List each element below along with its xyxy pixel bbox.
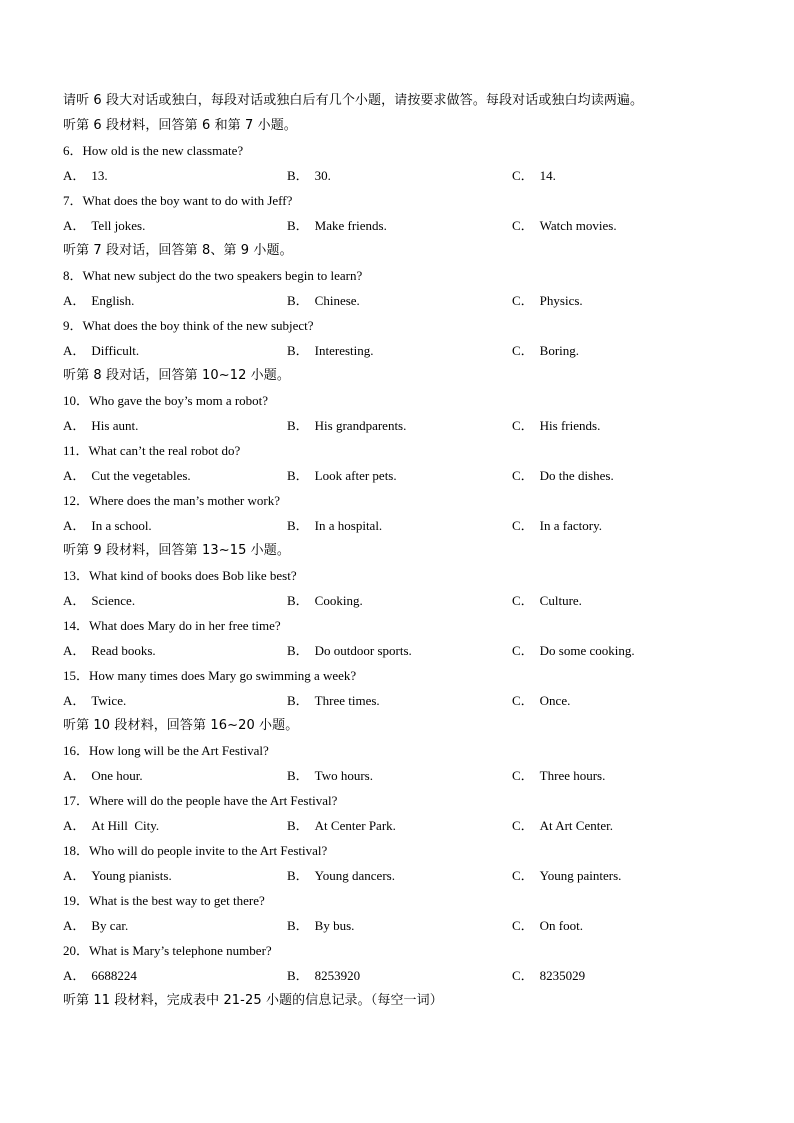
option-a[interactable]: A． Read books. [63, 643, 156, 658]
question-14-options [63, 638, 743, 663]
question-11-options [63, 463, 743, 488]
option-a[interactable]: A． Cut the vegetables. [63, 468, 191, 483]
option-c[interactable]: C． Three hours. [512, 768, 606, 783]
question-19: 19．What is the best way to get there? [63, 893, 265, 908]
option-b[interactable]: B． In a hospital. [287, 518, 383, 533]
option-c[interactable]: C． Culture. [512, 593, 582, 608]
option-a[interactable]: A． Difficult. [63, 343, 140, 358]
option-c[interactable]: C． In a factory. [512, 518, 602, 533]
question-16: 16．How long will be the Art Festival? [63, 743, 269, 758]
option-c[interactable]: C． 14. [512, 168, 556, 183]
question-8-options [63, 288, 743, 313]
question-10: 10．Who gave the boy’s mom a robot? [63, 393, 269, 408]
option-b[interactable]: B． Two hours. [287, 768, 373, 783]
option-b[interactable]: B． 8253920 [287, 968, 361, 983]
question-20: 20．What is Mary’s telephone number? [63, 943, 272, 958]
option-b[interactable]: B． Chinese. [287, 293, 360, 308]
option-a[interactable]: A． Young pianists. [63, 868, 172, 883]
question-10-options [63, 413, 743, 438]
option-c[interactable]: C． Young painters. [512, 868, 622, 883]
question-20-options [63, 963, 743, 988]
option-b[interactable]: B． Make friends. [287, 218, 387, 233]
section-heading: 听第 8 段对话，回答第 10~12 小题。 [63, 368, 290, 383]
question-15-options [63, 688, 743, 713]
option-b[interactable]: B． Young dancers. [287, 868, 395, 883]
question-8: 8．What new subject do the two speakers begin to learn? [63, 268, 363, 283]
option-b[interactable]: B． Interesting. [287, 343, 374, 358]
option-b[interactable]: B． Look after pets. [287, 468, 397, 483]
section-heading: 听第 10 段材料，回答第 16~20 小题。 [63, 718, 299, 733]
option-c[interactable]: C． Do the dishes. [512, 468, 614, 483]
option-a[interactable]: A． At Hill City. [63, 818, 160, 833]
option-b[interactable]: B． 30. [287, 168, 331, 183]
option-c[interactable]: C． Boring. [512, 343, 580, 358]
question-19-options [63, 913, 743, 938]
question-13-options [63, 588, 743, 613]
option-b[interactable]: B． Three times. [287, 693, 380, 708]
option-b[interactable]: B． By bus. [287, 918, 355, 933]
option-c[interactable]: C． On foot. [512, 918, 584, 933]
question-7: 7．What does the boy want to do with Jeff? [63, 193, 293, 208]
question-17: 17．Where will do the people have the Art Festival? [63, 793, 338, 808]
question-6: 6．How old is the new classmate? [63, 143, 244, 158]
option-a[interactable]: A． By car. [63, 918, 129, 933]
option-c[interactable]: C． At Art Center. [512, 818, 613, 833]
option-a[interactable]: A． In a school. [63, 518, 152, 533]
option-a[interactable]: A． Twice. [63, 693, 127, 708]
option-c[interactable]: C． Do some cooking. [512, 643, 635, 658]
option-a[interactable]: A． Science. [63, 593, 136, 608]
question-17-options [63, 813, 743, 838]
question-18-options [63, 863, 743, 888]
question-14: 14．What does Mary do in her free time? [63, 618, 281, 633]
option-b[interactable]: B． Cooking. [287, 593, 363, 608]
question-7-options [63, 213, 743, 238]
option-c[interactable]: C． Once. [512, 693, 571, 708]
option-a[interactable]: A． English. [63, 293, 135, 308]
question-6-options [63, 163, 743, 188]
question-18: 18．Who will do people invite to the Art Festival? [63, 843, 328, 858]
option-a[interactable]: A． His aunt. [63, 418, 139, 433]
section-heading: 听第 6 段材料，回答第 6 和第 7 小题。 [63, 118, 297, 133]
option-a[interactable]: A． Tell jokes. [63, 218, 146, 233]
option-c[interactable]: C． 8235029 [512, 968, 586, 983]
question-12-options [63, 513, 743, 538]
question-13: 13．What kind of books does Bob like best? [63, 568, 297, 583]
option-a[interactable]: A． 6688224 [63, 968, 137, 983]
exam-page [63, 88, 743, 1013]
option-b[interactable]: B． His grandparents. [287, 418, 407, 433]
section-heading: 听第 9 段材料，回答第 13~15 小题。 [63, 543, 290, 558]
option-b[interactable]: B． At Center Park. [287, 818, 396, 833]
question-11: 11．What can’t the real robot do? [63, 443, 241, 458]
option-c[interactable]: C． Physics. [512, 293, 583, 308]
section-heading-table: 听第 11 段材料，完成表中 21-25 小题的信息记录。（每空一词） [63, 993, 443, 1008]
question-9-options [63, 338, 743, 363]
question-9: 9．What does the boy think of the new subject? [63, 318, 314, 333]
question-15: 15．How many times does Mary go swimming a week? [63, 668, 357, 683]
option-c[interactable]: C． His friends. [512, 418, 601, 433]
question-12: 12．Where does the man’s mother work? [63, 493, 280, 508]
option-a[interactable]: A． 13. [63, 168, 108, 183]
question-16-options [63, 763, 743, 788]
listening-instructions: 请听 6 段大对话或独白，每段对话或独白后有几个小题，请按要求做答。每段对话或独白均读两遍。 [63, 93, 644, 108]
option-a[interactable]: A． One hour. [63, 768, 143, 783]
section-heading: 听第 7 段对话，回答第 8、第 9 小题。 [63, 243, 293, 258]
option-b[interactable]: B． Do outdoor sports. [287, 643, 412, 658]
option-c[interactable]: C． Watch movies. [512, 218, 617, 233]
